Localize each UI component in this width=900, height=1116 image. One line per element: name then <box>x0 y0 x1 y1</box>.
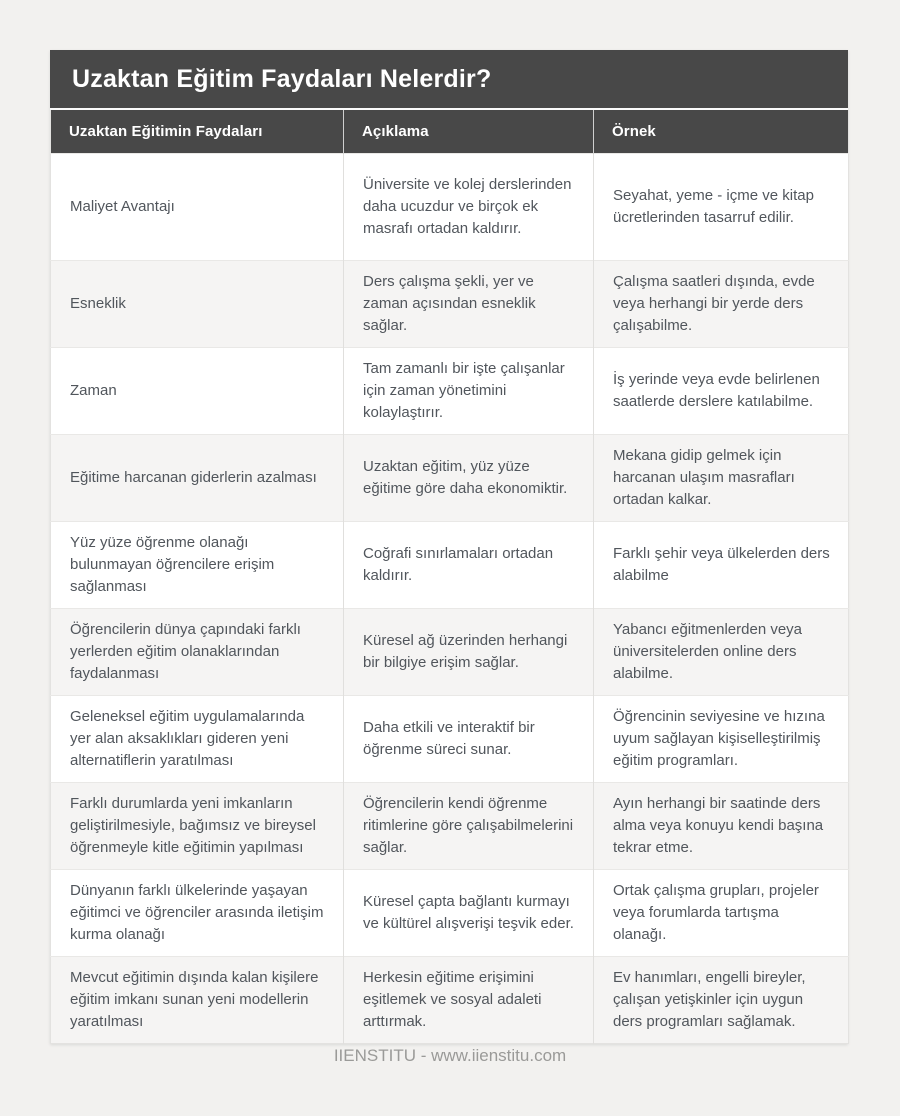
table-row <box>51 348 849 435</box>
column-header-description: Açıklama <box>344 110 594 154</box>
table-cell: Coğrafi sınırlamaları ortadan kaldırır. <box>344 522 594 609</box>
table-cell: Geleneksel eğitim uygulamalarında yer alan aksaklıkları gideren yeni alternatiflerin yaratılması <box>51 696 344 783</box>
table-cell: Farklı durumlarda yeni imkanların geliştirilmesiyle, bağımsız ve bireysel öğrenmeyle kitle eğitimin yapılması <box>51 783 344 870</box>
table-cell: İş yerinde veya evde belirlenen saatlerde derslere katılabilme. <box>594 348 849 435</box>
table-cell: Mekana gidip gelmek için harcanan ulaşım masrafları ortadan kalkar. <box>594 435 849 522</box>
table-row <box>51 609 849 696</box>
column-header-example: Örnek <box>594 110 849 154</box>
table-cell: Seyahat, yeme - içme ve kitap ücretlerinden tasarruf edilir. <box>594 154 849 261</box>
table-cell: Ders çalışma şekli, yer ve zaman açısından esneklik sağlar. <box>344 261 594 348</box>
table-cell: Yüz yüze öğrenme olanağı bulunmayan öğrencilere erişim sağlanması <box>51 522 344 609</box>
table-cell: Farklı şehir veya ülkelerden ders alabilme <box>594 522 849 609</box>
table-cell: Ortak çalışma grupları, projeler veya forumlarda tartışma olanağı. <box>594 870 849 957</box>
table-row <box>51 870 849 957</box>
column-header-benefits: Uzaktan Eğitimin Faydaları <box>51 110 344 154</box>
table-cell: Küresel çapta bağlantı kurmayı ve kültürel alışverişi teşvik eder. <box>344 870 594 957</box>
table-cell: Herkesin eğitime erişimini eşitlemek ve sosyal adaleti arttırmak. <box>344 957 594 1044</box>
benefits-table <box>50 110 849 1044</box>
table-cell: Zaman <box>51 348 344 435</box>
table-cell: Daha etkili ve interaktif bir öğrenme süreci sunar. <box>344 696 594 783</box>
table-cell: Esneklik <box>51 261 344 348</box>
table-cell: Öğrencilerin kendi öğrenme ritimlerine göre çalışabilmelerini sağlar. <box>344 783 594 870</box>
table-row <box>51 261 849 348</box>
table-row <box>51 696 849 783</box>
table-header-row <box>51 110 849 154</box>
table-row <box>51 957 849 1044</box>
table-row <box>51 435 849 522</box>
page-title: Uzaktan Eğitim Faydaları Nelerdir? <box>50 50 848 110</box>
table-cell: Eğitime harcanan giderlerin azalması <box>51 435 344 522</box>
table-cell: Ayın herhangi bir saatinde ders alma veya konuyu kendi başına tekrar etme. <box>594 783 849 870</box>
footer-credit: IIENSTITU - www.iienstitu.com <box>333 1046 567 1065</box>
table-cell: Yabancı eğitmenlerden veya üniversitelerden online ders alabilme. <box>594 609 849 696</box>
table-cell: Öğrencilerin dünya çapındaki farklı yerlerden eğitim olanaklarından faydalanması <box>51 609 344 696</box>
table-cell: Küresel ağ üzerinden herhangi bir bilgiye erişim sağlar. <box>344 609 594 696</box>
table-cell: Tam zamanlı bir işte çalışanlar için zaman yönetimini kolaylaştırır. <box>344 348 594 435</box>
table-cell: Dünyanın farklı ülkelerinde yaşayan eğitimci ve öğrenciler arasında iletişim kurma olanağı <box>51 870 344 957</box>
table-cell: Öğrencinin seviyesine ve hızına uyum sağlayan kişiselleştirilmiş eğitim programları. <box>594 696 849 783</box>
table-cell: Mevcut eğitimin dışında kalan kişilere eğitim imkanı sunan yeni modellerin yaratılması <box>51 957 344 1044</box>
table-cell: Çalışma saatleri dışında, evde veya herhangi bir yerde ders çalışabilme. <box>594 261 849 348</box>
benefits-table-card <box>50 50 848 1044</box>
table-cell: Üniversite ve kolej derslerinden daha ucuzdur ve birçok ek masrafı ortadan kaldırır. <box>344 154 594 261</box>
table-cell: Maliyet Avantajı <box>51 154 344 261</box>
table-row <box>51 783 849 870</box>
table-row <box>51 154 849 261</box>
table-cell: Uzaktan eğitim, yüz yüze eğitime göre daha ekonomiktir. <box>344 435 594 522</box>
table-row <box>51 522 849 609</box>
table-cell: Ev hanımları, engelli bireyler, çalışan yetişkinler için uygun ders programları sağlamak. <box>594 957 849 1044</box>
